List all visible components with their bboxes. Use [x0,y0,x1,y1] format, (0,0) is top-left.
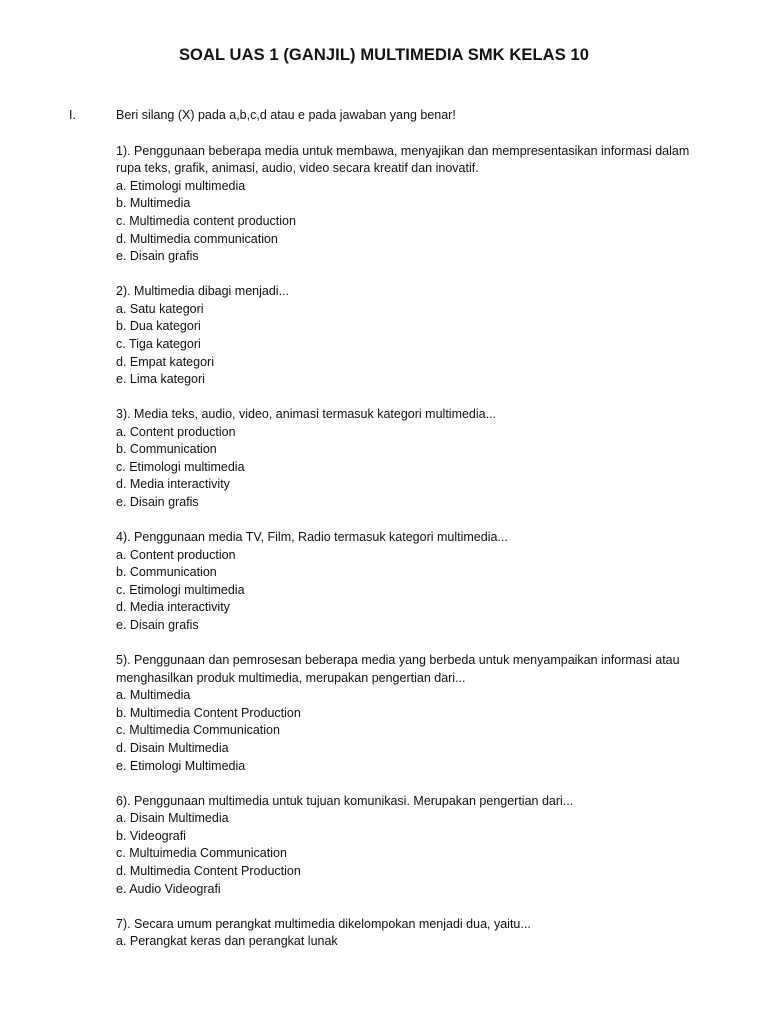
question-4 [116,529,716,635]
option-b: b. Multimedia Content Production [116,705,301,720]
option-a: a. Content production [116,547,236,562]
option-list [116,687,716,775]
option-d: d. Disain Multimedia [116,740,229,755]
question-2 [116,283,716,389]
option-c: c. Multuimedia Communication [116,846,287,861]
question-text: 5). Penggunaan dan pemrosesan beberapa media yang berbeda untuk menyampaikan informasi atau menghasilkan produk multimedia, merupakan pengertian dari... [116,653,680,685]
section-number: I. [69,108,76,122]
option-c: c. Multimedia content production [116,213,296,228]
option-a: a. Etimologi multimedia [116,178,246,193]
option-b: b. Multimedia [116,196,191,211]
option-b: b. Dua kategori [116,319,201,334]
option-e: e. Disain grafis [116,618,199,633]
question-text: 1). Penggunaan beberapa media untuk membawa, menyajikan dan mempresentasikan informasi dalam rupa teks, grafik, animasi, audio, video secara kreatif dan inovatif. [116,143,690,176]
option-a: a. Content production [116,424,236,439]
option-c: c. Etimologi multimedia [116,582,245,597]
option-e: e. Audio Videografi [116,881,221,896]
question-6 [116,793,716,899]
option-d: d. Multimedia Content Production [116,863,301,878]
option-list [116,933,716,951]
option-list [116,810,716,898]
question-1 [116,143,716,266]
question-text: 3). Media teks, audio, video, animasi termasuk kategori multimedia... [116,407,497,422]
option-b: b. Communication [116,442,217,457]
option-a: a. Disain Multimedia [116,811,229,826]
option-e: e. Disain grafis [116,495,199,510]
question-7 [116,916,716,951]
question-section [116,107,716,968]
option-b: b. Communication [116,565,217,580]
question-5 [116,652,716,775]
option-a: a. Perangkat keras dan perangkat lunak [116,934,338,949]
instruction-text: Beri silang (X) pada a,b,c,d atau e pada jawaban yang benar! [116,108,456,122]
question-3 [116,406,716,512]
option-c: c. Tiga kategori [116,336,201,351]
option-c: c. Etimologi multimedia [116,459,245,474]
option-e: e. Lima kategori [116,372,205,387]
option-d: d. Media interactivity [116,477,230,492]
option-d: d. Media interactivity [116,600,230,615]
option-list [116,547,716,635]
option-e: e. Disain grafis [116,249,199,264]
option-c: c. Multimedia Communication [116,723,280,738]
question-text: 4). Penggunaan media TV, Film, Radio termasuk kategori multimedia... [116,530,508,545]
option-b: b. Videografi [116,828,186,843]
question-text: 2). Multimedia dibagi menjadi... [116,284,289,299]
option-d: d. Empat kategori [116,354,214,369]
option-d: d. Multimedia communication [116,231,278,246]
option-list [116,301,716,389]
option-list [116,424,716,512]
question-text: 6). Penggunaan multimedia untuk tujuan komunikasi. Merupakan pengertian dari... [116,793,574,808]
option-list [116,178,716,266]
question-text: 7). Secara umum perangkat multimedia dikelompokan menjadi dua, yaitu... [116,916,531,931]
option-a: a. Multimedia [116,688,191,703]
document-title: SOAL UAS 1 (GANJIL) MULTIMEDIA SMK KELAS 10 [178,46,590,64]
option-a: a. Satu kategori [116,301,204,316]
option-e: e. Etimologi Multimedia [116,758,246,773]
